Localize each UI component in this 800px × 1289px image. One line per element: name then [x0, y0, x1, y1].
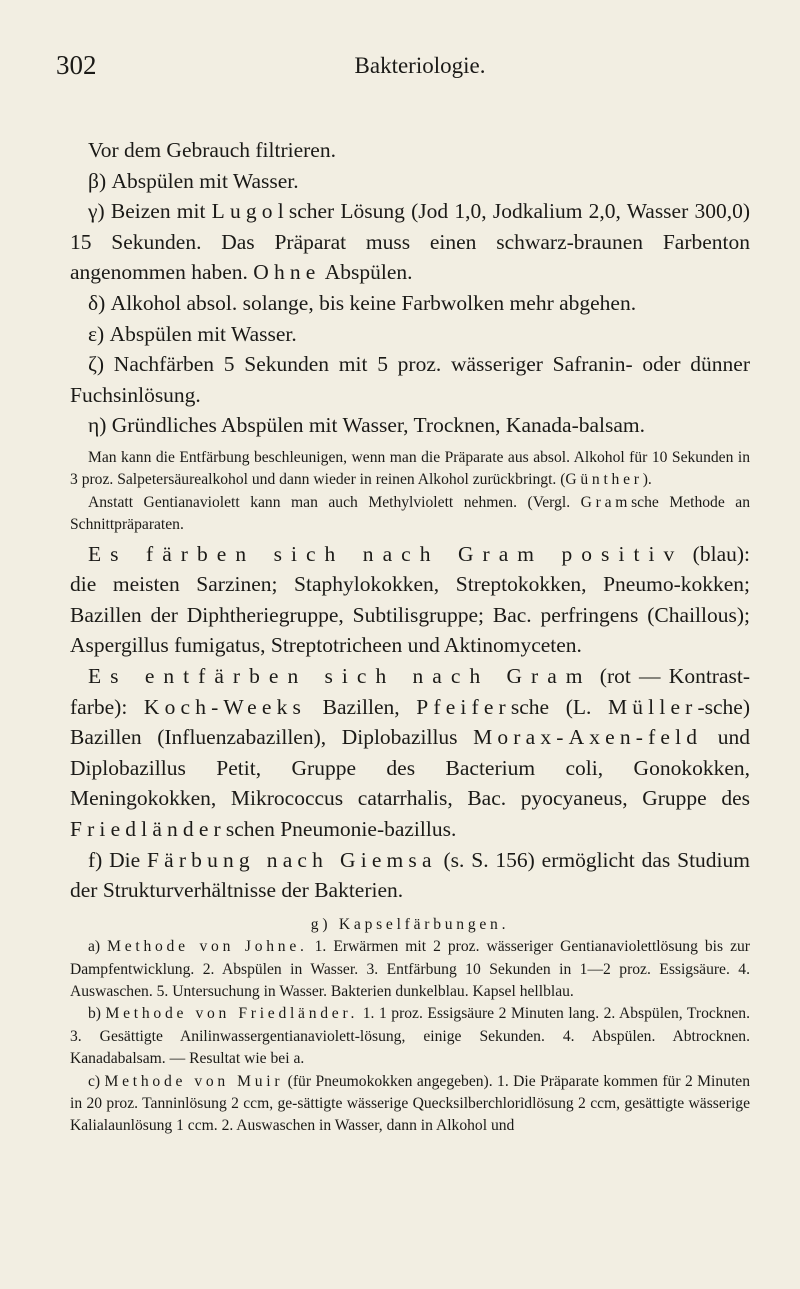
text-run: (blau): die meisten Sarzinen; Staphylokokken, Streptokokken, Pneumo-kokken; Bazillen der Diphtheriegruppe, Subtilisgruppe; Bac. perfringens (Chaillous); Aspergillus fumigatus, Streptotricheen und Aktinomyceten. — [70, 541, 750, 658]
text-run: und Diplobazillus Petit, Gruppe des Bacterium coli, Gonokokken, Meningokokken, Mikrococcus catarrhalis, Bac. pyocyaneus, Gruppe des — [70, 725, 750, 811]
note-paragraph — [70, 1003, 750, 1070]
section-heading: g) Kapselfärbungen. — [310, 915, 510, 933]
paragraph: β) Abspülen mit Wasser. — [88, 168, 299, 193]
text-run: (s. S. 156) ermöglicht das Studium der Strukturverhältnisse der Bakterien. — [70, 847, 750, 903]
text-run: f) Die — [88, 847, 148, 872]
note-paragraph — [70, 936, 750, 1003]
paragraph — [70, 539, 750, 661]
text-run: Anstatt Gentianaviolett kann man auch Methylviolett nehmen. (Vergl. — [88, 493, 581, 511]
emphasis: Es entfärben sich nach Gram — [88, 663, 592, 688]
text-run: Bazillen, — [306, 694, 417, 719]
paragraph: Vor dem Gebrauch filtrieren. — [88, 138, 336, 162]
text-run: sche Methode an Schnittpräparaten. — [70, 493, 750, 534]
note-paragraph — [70, 1071, 750, 1138]
author-name: Morax-Axen-feld — [473, 725, 703, 750]
page-content — [70, 135, 750, 1138]
page-header — [0, 50, 800, 86]
emphasis: Es färben sich nach Gram positiv — [88, 541, 684, 566]
text-run: 1. 1 proz. Essigsäure 2 Minuten lang. 2. Abspülen, Trocknen. 3. Gesättigte Anilinwassergentianaviolett-lösung, einige Sekunden. 4. Abspülen. Abtrocknen. Kanadabalsam. — Resultat wie bei a. — [70, 1005, 751, 1068]
text-run: scher Lösung (Jod 1,0, Jodkalium 2,0, Wasser 300,0) 15 Sekunden. Das Präparat muss einen schwarz-braunen Farbenton angenommen haben. — [70, 199, 750, 285]
text-run: Man kann die Entfärbung beschleunigen, wenn man die Präparate aus absol. Alkohol für 10 Sekunden in 3 proz. Salpetersäurealkohol und dann wieder in reinen Alkohol zurückbringt. ( — [70, 448, 750, 489]
text-run: ). — [642, 471, 652, 489]
author-name: Pfeifer — [416, 694, 511, 719]
running-title: Bakteriologie. — [354, 53, 486, 78]
text-run: schen Pneumonie-bazillus. — [225, 816, 457, 841]
note-paragraph — [70, 447, 750, 492]
paragraph: ε) Abspülen mit Wasser. — [88, 321, 297, 346]
method-title: Methode von Muir — [104, 1072, 284, 1090]
text-run: γ) Beizen mit — [88, 199, 212, 224]
emphasis: Ohne — [253, 260, 321, 285]
paragraph — [70, 845, 750, 906]
text-run: (rot — Kontrast-farbe): — [70, 663, 750, 719]
paragraph — [70, 661, 750, 845]
text-run: sche (L. — [510, 694, 608, 719]
author-name: Friedländer — [70, 816, 226, 841]
page-number: 302 — [56, 50, 97, 80]
method-title: Methode von Johne. — [107, 938, 308, 956]
author-name: Müller — [608, 694, 698, 719]
paragraph — [70, 196, 750, 288]
author-name: Koch-Weeks — [143, 694, 307, 719]
text-run: c) — [88, 1072, 105, 1090]
text-run: Abspülen. — [320, 260, 413, 285]
text-run: 1. Erwärmen mit 2 proz. wässeriger Gentianaviolettlösung bis zur Dampfentwicklung. 2. Abspülen in Wasser. 3. Entfärbung 10 Sekunden in 1—2 proz. Essigsäure. 4. Auswaschen. 5. Untersuchung in Wasser. Bakterien dunkelblau. Kapsel hellblau. — [70, 938, 750, 1000]
text-run: -sche) Bazillen (Influenzabazillen), Diplobazillus — [70, 694, 751, 750]
author-name: Lugol — [211, 199, 289, 224]
text-run: b) — [88, 1005, 106, 1023]
emphasis: Färbung nach Giemsa — [147, 847, 437, 872]
note-paragraph — [70, 492, 750, 537]
paragraph: η) Gründliches Abspülen mit Wasser, Trocknen, Kanada-balsam. — [88, 413, 646, 438]
paragraph: δ) Alkohol absol. solange, bis keine Farbwolken mehr abgehen. — [88, 290, 637, 315]
text-run: a) — [88, 938, 108, 956]
paragraph: ζ) Nachfärben 5 Sekunden mit 5 proz. wässeriger Safranin- oder dünner Fuchsinlösung. — [70, 352, 750, 407]
author-name: Günther — [565, 471, 643, 489]
author-name: Gram — [580, 493, 632, 511]
method-title: Methode von Friedländer. — [105, 1005, 359, 1023]
text-run: (für Pneumokokken angegeben). 1. Die Präparate kommen für 2 Minuten in 20 proz. Tanninlösung 2 ccm, ge-sättigte wässerige Quecksilberchloridlösung 2 ccm, gesättigte wässerige Kalialaunlösung 1 ccm. 2. Auswaschen in Wasser, dann in Alkohol und — [70, 1072, 750, 1135]
